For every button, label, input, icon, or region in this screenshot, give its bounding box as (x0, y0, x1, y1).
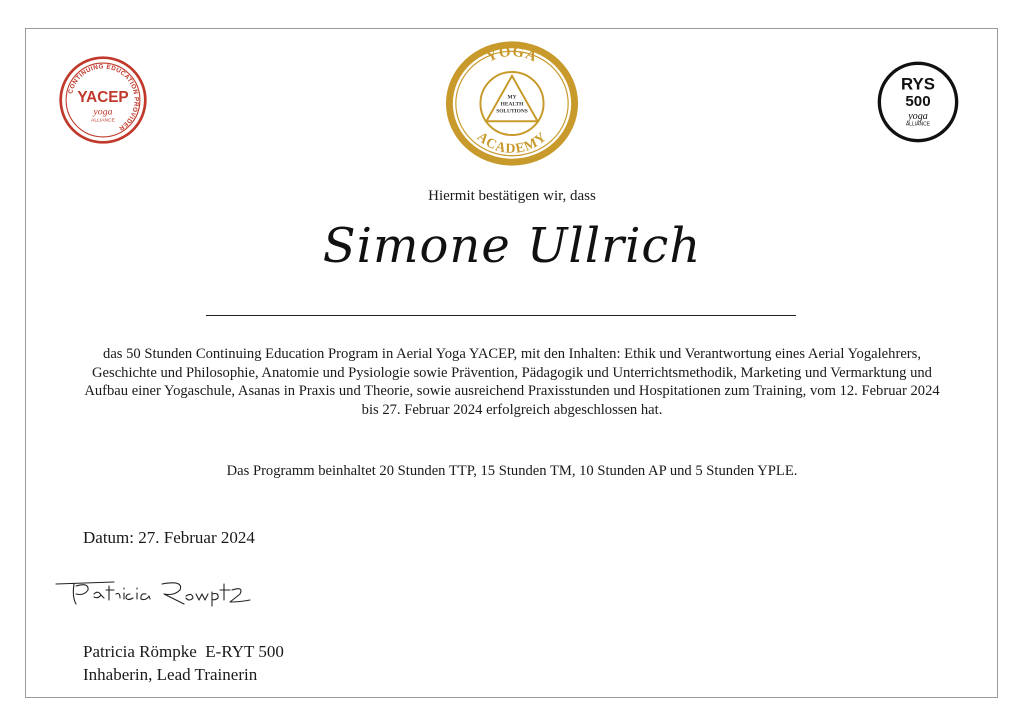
yacep-sub2-text: ALLIANCE (91, 118, 115, 124)
yacep-main-text: YACEP (77, 88, 129, 106)
certificate-date: Datum: 27. Februar 2024 (83, 528, 255, 547)
rys-main-text: RYS (901, 74, 935, 94)
name-underline (206, 315, 796, 316)
academy-inner-text-1: MY (507, 94, 517, 101)
academy-bottom-text: ACADEMY (474, 128, 550, 156)
yoga-academy-logo (443, 38, 581, 169)
academy-inner-text-2: HEALTH (500, 101, 524, 108)
academy-top-text: YOGA (484, 43, 540, 66)
yacep-ring-text: CONTINUING EDUCATION PROVIDER (67, 63, 140, 132)
signer-name: Patricia Römpke E-RYT 500 (83, 642, 284, 661)
intro-text: Hiermit bestätigen wir, dass (428, 188, 596, 204)
program-hours: Das Programm beinhaltet 20 Stunden TTP, 15 Stunden TM, 10 Stunden AP und 5 Stunden YPLE. (226, 463, 798, 479)
certificate-body: das 50 Stunden Continuing Education Program in Aerial Yoga YACEP, mit den Inhalten: Ethik und Verantwortung eines Aerial Yogalehrers, Geschichte und Philosophie, Anatomie und Pysiologie sowie Prävention, Pädagogik und Unterrichtsmethodik, Marketing und Vermarktung und Aufbau einer Yogaschule, Asanas in Praxis und Theorie, sowie ausreichend Praxisstunden und Hospitationen zum Training, vom 12. Februar 2024 bis 27. Februar 2024 erfolgreich abgeschlossen hat. (84, 346, 940, 418)
academy-inner-text-3: SOLUTIONS (496, 108, 528, 115)
yacep-sub-text: yoga (93, 106, 113, 118)
yacep-logo (58, 55, 148, 145)
rys-sub-text: yoga (908, 110, 928, 122)
rys-500-logo (876, 60, 960, 144)
rys-sub2-text: ALLIANCE (905, 121, 931, 128)
handwritten-signature (54, 572, 284, 612)
recipient-name: Simone Ullrich (322, 218, 702, 274)
signer-title: Inhaberin, Lead Trainerin (83, 665, 258, 684)
rys-number-text: 500 (905, 93, 931, 111)
signer-block (83, 640, 284, 686)
